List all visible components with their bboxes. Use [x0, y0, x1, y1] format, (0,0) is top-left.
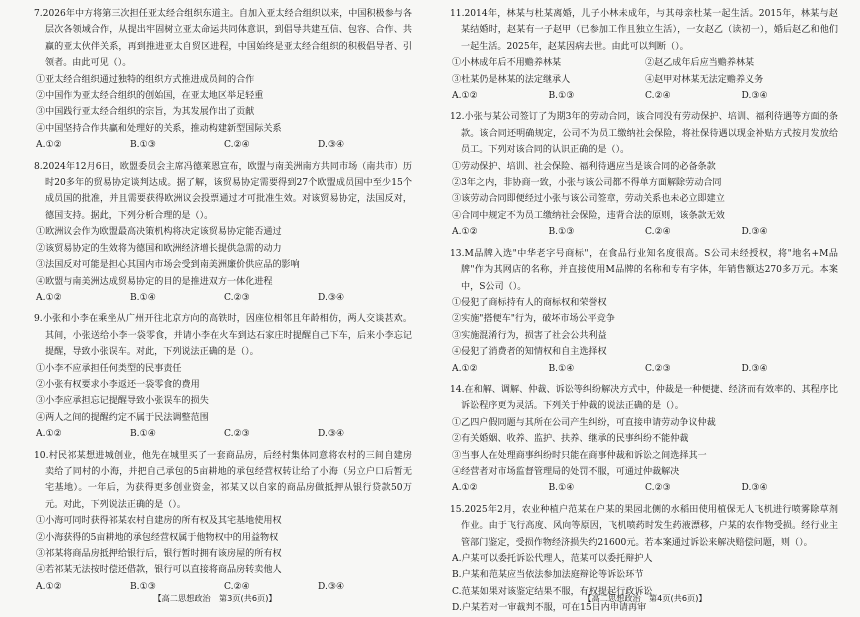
statement-option: ①亚太经合组织通过独特的组织方式推进成员间的合作: [36, 74, 255, 85]
answer-choice: C.②④: [224, 581, 250, 592]
question-stem: 12.小张与某公司签订了为期3年的劳动合同，该合同没有劳动保护、培训、福利待遇等方面的条款。该合同还明确规定，公司不为员工缴纳社会保险，将社保待遇以现金补贴方式按月发放给员工。下列对该合同的认识正确的是（）。: [450, 112, 838, 156]
statement-option: ①小李不应承担任何类型的民事责任: [36, 363, 182, 374]
answer-choice: D.③④: [318, 292, 345, 303]
question-block: [34, 448, 412, 596]
question-block: [450, 6, 838, 104]
statement-option: A.户某可以委托诉讼代理人，范某可以委托辩护人: [452, 554, 653, 564]
answer-choice: A.①②: [36, 429, 62, 440]
statement-option: ④若祁某无法按时偿还借款，银行可以直接将商品房转卖他人: [36, 565, 282, 576]
left-question-list: [34, 6, 412, 595]
statement-option: ①小林成年后不用赡养林某: [452, 58, 562, 69]
question-stem: 15.2025年2月，农业种植户范某在户某的果园北侧的水稻田使用植保无人飞机进行喷雾除草剂作业。由于飞行高度、风向等原因，飞机喷药时发生药液漂移，户某的农作物受损。经行业主管部门鉴定，受损作物经济损失约21600元。若本案通过诉讼来解决赔偿问题，则（）。: [450, 504, 838, 548]
answer-choice: B.①③: [130, 581, 156, 592]
answer-choice: C.②③: [645, 483, 671, 494]
left-page: [0, 0, 430, 608]
answer-choice: A.①②: [36, 292, 62, 303]
answer-choice: A.①②: [452, 227, 478, 238]
answer-choice: C.②③: [224, 292, 250, 303]
answer-choice: A.①②: [36, 581, 62, 592]
statement-option: ③祁某将商品房抵押给银行后，银行暂时拥有该房屋的所有权: [36, 549, 282, 559]
question-block: [34, 311, 412, 442]
question-block: [34, 6, 412, 154]
statement-option: ③法国反对可能是担心其国内市场会受到南美洲廉价供应品的影响: [36, 260, 300, 271]
statement-option: C.范某如果对该鉴定结果不服，有权提起行政诉讼: [452, 586, 653, 597]
statement-option: ④欧盟与南美洲达成贸易协定的目的是推进双方一体化进程: [36, 276, 273, 287]
statement-option: ③实施混淆行为，损害了社会公共利益: [452, 330, 607, 341]
question-stem: 8.2024年12月6日，欧盟委员会主席冯德莱恩宣布，欧盟与南美洲南方共同市场（南共市）历时20多年的贸易协定谈判达成。据了解，该贸易协定需要得到27个欧盟成员国中至少15个成员国的批准，并且需要获得欧洲议会投票通过才可批准生效。对该贸易协定，法国反对，德国支持。据此，下列分析合理的是（）。: [34, 161, 412, 221]
statement-option: ①劳动保护、培训、社会保险、福利待遇应当是该合同的必备条款: [452, 161, 716, 172]
page-footer: 【高二思想政治 第4页(共6页)】: [583, 593, 707, 603]
statement-option: ②有关婚姻、收养、监护、扶养、继承的民事纠纷不能仲裁: [452, 434, 689, 445]
statement-option: ④经营者对市场监督管理局的处罚不服，可通过仲裁解决: [452, 466, 680, 477]
statement-option: ③当事人在处理商事纠纷时只能在商事仲裁和诉讼之间选择其一: [452, 450, 707, 461]
statement-option: ②实施"搭便车"行为，破坏市场公平竞争: [452, 314, 615, 325]
statement-option: ③中国践行亚太经合组织的宗旨，为其发展作出了贡献: [36, 107, 255, 118]
answer-choices: [34, 290, 412, 306]
statement-option: ②小张有权要求小李返还一袋零食的费用: [36, 379, 200, 390]
answer-choice: D.③④: [318, 429, 345, 440]
question-block: [450, 246, 838, 377]
statement-option: ③该劳动合同即便经过小张与该公司签章，劳动关系也未必立即建立: [452, 194, 725, 205]
answer-choices: [450, 88, 838, 104]
page-footer: 【高二思想政治 第3页(共6页)】: [153, 593, 277, 603]
answer-choice: C.②③: [645, 363, 671, 374]
statement-option: ④合同中规定不为员工缴纳社会保险，违背合法的原则，该条款无效: [452, 210, 725, 221]
statement-option: ①小海可同时获得祁某农村自建房的所有权及其宅基地使用权: [36, 516, 282, 527]
question-stem: 10.村民祁某想进城创业，他先在城里买了一套商品房，后经村集体同意将农村的三间自建房卖给了同村的小海，并把自己承包的5亩耕地的承包经营权转让给了小海（另立户口后暂无宅基地）。一年后，为获得更多创业资金，祁某又以自家的商品房做抵押从银行贷款50万元。对此，下列说法正确的是（）。: [34, 450, 412, 510]
answer-choice: B.①④: [548, 483, 575, 494]
answer-choice: D.③④: [318, 140, 345, 151]
answer-choice: D.③④: [741, 227, 768, 238]
answer-choices: [34, 137, 412, 153]
statement-option: ④中国坚持合作共赢和处理好的关系，推动构建新型国际关系: [36, 123, 282, 134]
answer-choice: B.①④: [130, 429, 156, 440]
answer-choice: A.①②: [452, 91, 478, 102]
answer-choice: C.②③: [224, 429, 250, 440]
answer-choice: C.②④: [645, 91, 671, 102]
answer-choice: D.③④: [741, 483, 768, 494]
statement-option: ②3年之内，非协商一致，小张与该公司都不得单方面解除劳动合同: [452, 178, 722, 189]
answer-choices: [34, 426, 412, 442]
answer-choice: B.①④: [548, 363, 575, 374]
answer-choice: D.③④: [741, 363, 768, 374]
answer-choices: [450, 224, 838, 240]
question-stem: 14.在和解、调解、仲裁、诉讼等纠纷解决方式中，仲裁是一种便捷、经济而有效率的、其程序比诉讼程序更为灵活。下列关于仲裁的说法正确的是（）。: [450, 384, 838, 412]
answer-choice: B.①③: [548, 227, 575, 238]
statement-option: ③小李应承担忘记提醒导致小张误车的损失: [36, 396, 209, 407]
answer-choice: B.①③: [548, 91, 575, 102]
statement-option: ②赵乙成年后应当赡养林某: [645, 58, 755, 69]
question-stem: 13.M品牌入选"中华老字号商标"，在食品行业知名度很高。S公司未经授权，将"地名+M品牌"作为其网店的名称，并直接使用M品牌的名称和专有字体，年销售额达270多万元。本案中，S公司（）。: [450, 248, 838, 292]
answer-choice: C.②④: [645, 227, 671, 238]
answer-choice: D.③④: [741, 91, 768, 102]
question-stem: 11.2014年，林某与杜某离婚，儿子小林未成年，与其母亲杜某一起生活。2015年，林某与赵某结婚时，赵某有一子赵甲（已参加工作且独立生活），一女赵乙（读初一），婚后赵乙和他们一起生活。2025年，赵某因病去世。由此可以判断（）。: [450, 9, 838, 52]
statement-option: ①乙四户假同题与其所在公司产生纠纷，可直接申请劳动争议仲裁: [452, 417, 716, 428]
statement-option: D.户某若对一审裁判不服，可在15日内申请再审: [452, 603, 647, 614]
answer-choice: B.①④: [130, 292, 156, 303]
question-block: [34, 159, 412, 307]
answer-choice: B.①③: [130, 140, 156, 151]
right-page: [430, 0, 860, 614]
question-block: [450, 109, 838, 240]
answer-choice: D.③④: [318, 581, 345, 592]
right-question-list: [450, 6, 838, 617]
statement-option: ④侵犯了消费者的知情权和自主选择权: [452, 347, 607, 358]
statement-option: ①欧洲议会作为欧盟最高决策机构将决定该贸易协定能否通过: [36, 227, 282, 238]
question-stem: 7.2026年中方将第三次担任亚太经合组织东道主。自加入亚太经合组织以来，中国积极参与各层次各领域合作，从提出牢固树立亚太命运共同体意识，到倡导共建互信、包容、合作、共赢的亚太伙伴关系，再到推进亚太自贸区进程，中国始终是亚太经合组织的积极倡导者、引领者。由此可见（）。: [34, 9, 412, 69]
answer-choice: A.①②: [452, 483, 478, 494]
statement-option: ④赵甲对林某无法定赡养义务: [645, 74, 764, 85]
statement-option: ②该贸易协定的生效将为德国和欧洲经济增长提供急需的动力: [36, 243, 282, 254]
statement-option: ②中国作为亚太经合组织的创始国，在亚太地区举足轻重: [36, 91, 264, 102]
statement-option: ②小海获得的5亩耕地的承包经营权属于他物权中的用益物权: [36, 532, 279, 543]
question-block: [450, 382, 838, 497]
statement-option: ④两人之间的提醒约定不属于民法调整范围: [36, 412, 209, 423]
answer-choice: A.①②: [452, 363, 478, 374]
answer-choice: C.②④: [224, 140, 250, 151]
answer-choices: [450, 480, 838, 496]
answer-choice: A.①②: [36, 140, 62, 151]
statement-option: B.户某和范某应当依法参加法庭辩论等诉讼环节: [452, 570, 644, 581]
statement-option: ③杜某仍是林某的法定继承人: [452, 74, 571, 85]
question-stem: 9.小张和小李在乘坐从广州开往北京方向的高铁时，因座位相邻且年龄相仿，两人交谈甚欢。其间，小张送给小李一袋零食，并请小李在火车到达石家庄时提醒自己下车，后来小李忘记提醒，导致小张误车。对此，下列说法正确的是（）。: [34, 314, 412, 358]
statement-option: ①侵犯了商标持有人的商标权和荣誉权: [452, 297, 607, 308]
answer-choices: [450, 361, 838, 377]
